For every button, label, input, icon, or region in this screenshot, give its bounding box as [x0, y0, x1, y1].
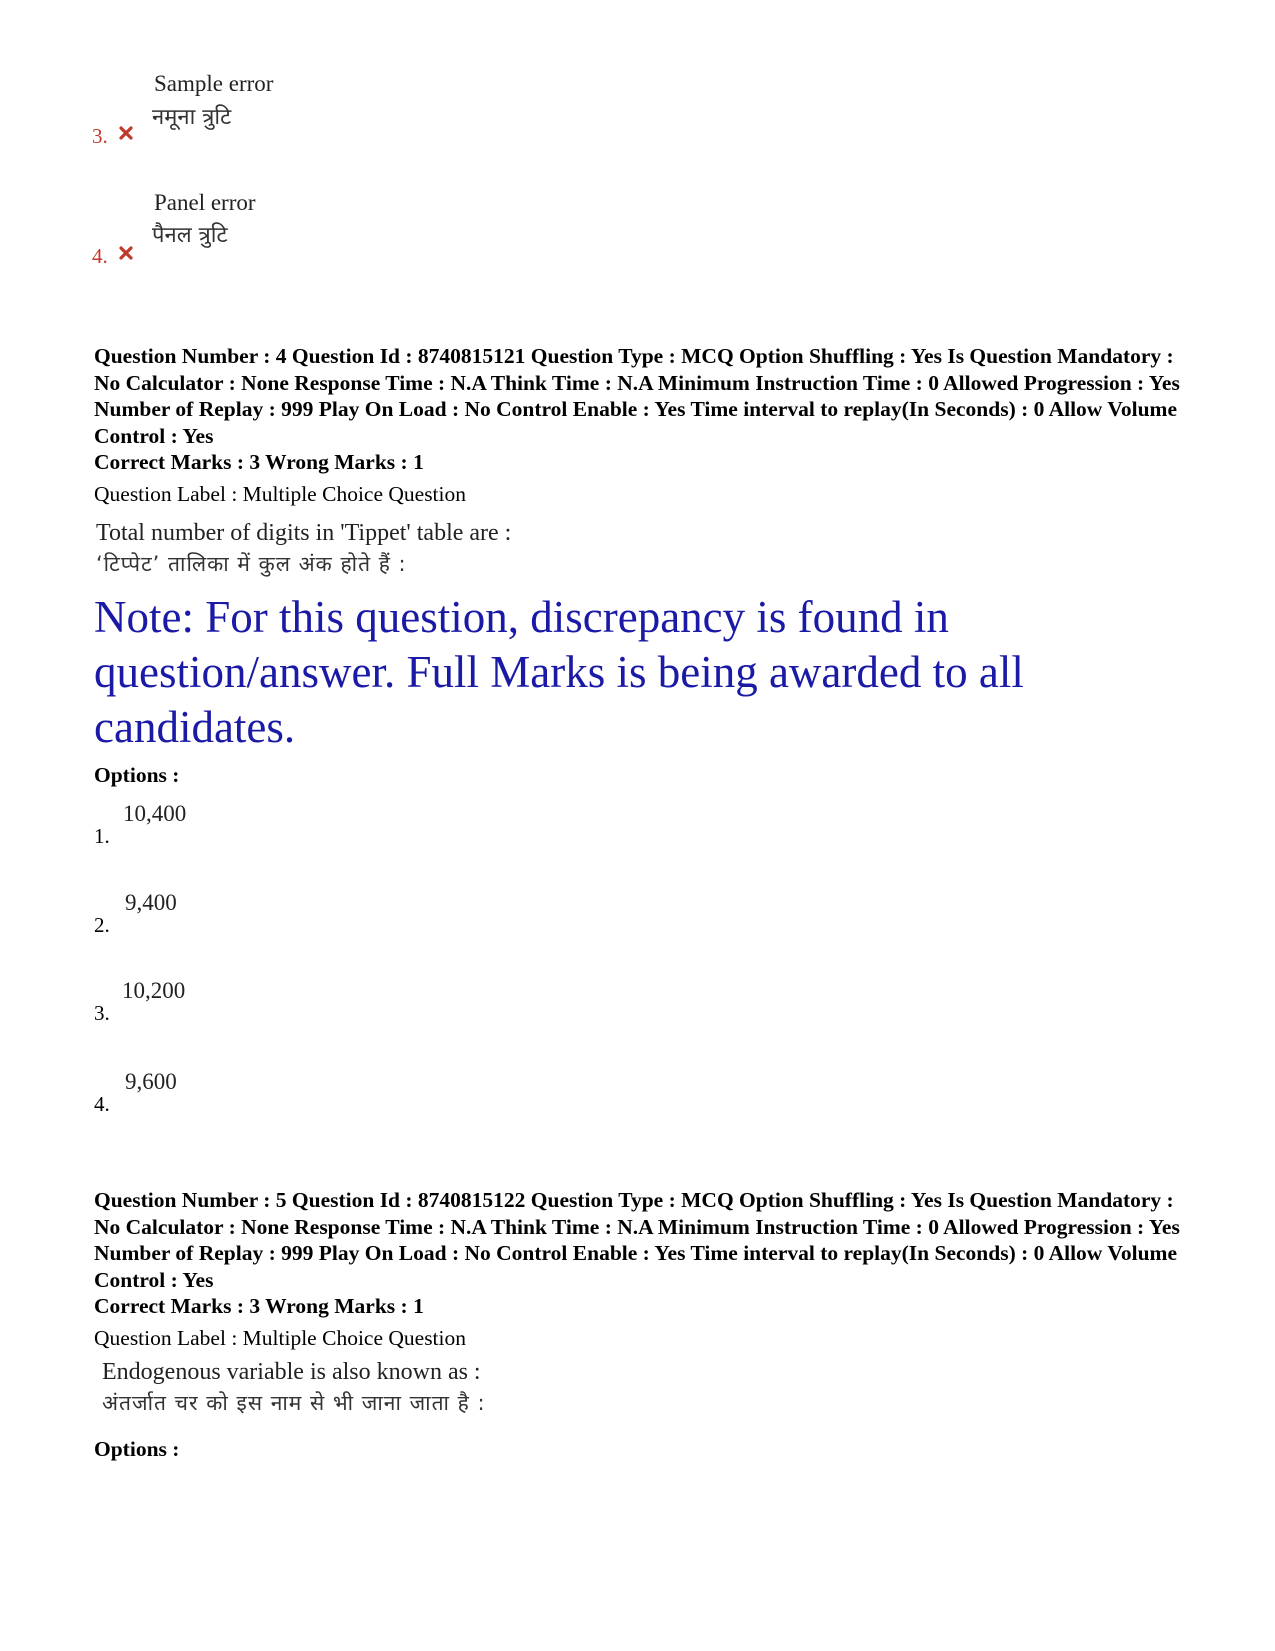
option-text-hi: पैनल त्रुटि	[152, 223, 228, 248]
question-marks: Correct Marks : 3 Wrong Marks : 1	[94, 450, 424, 474]
options-label: Options :	[94, 763, 180, 787]
option-number: 4.	[94, 1092, 110, 1116]
question-text-en: Endogenous variable is also known as :	[102, 1359, 481, 1385]
option-number: 3.	[94, 1001, 110, 1025]
question-text-hi: अंतर्जात चर को इस नाम से भी जाना जाता है :	[102, 1391, 486, 1415]
question-label: Question Label : Multiple Choice Question	[94, 1326, 467, 1350]
option-number: 3.	[92, 124, 108, 148]
question-text-hi: ‘टिप्पेट’ तालिका में कुल अंक होते हैं :	[96, 552, 407, 576]
option-text-en: Panel error	[154, 190, 256, 215]
cross-icon	[119, 126, 133, 140]
discrepancy-note: Note: For this question, discrepancy is found in question/answer. Full Marks is being awarded to all candidates.	[94, 592, 1024, 752]
option-number: 1.	[94, 824, 110, 848]
option-value: 10,200	[122, 978, 186, 1003]
option-value: 9,600	[125, 1069, 177, 1094]
question-marks: Correct Marks : 3 Wrong Marks : 1	[94, 1294, 424, 1318]
question-text-en: Total number of digits in 'Tippet' table are :	[96, 520, 512, 546]
option-value: 10,400	[123, 801, 187, 826]
option-number: 2.	[94, 913, 110, 937]
option-value: 9,400	[125, 890, 177, 915]
question-label: Question Label : Multiple Choice Question	[94, 482, 467, 506]
question-meta: Question Number : 5 Question Id : 8740815122 Question Type : MCQ Option Shuffling : Yes Is Question Mandatory : No Calculator : None Response Time : N.A Think Time : N.A Minimum Instruction Time : 0 Allowed Progression : Yes Number of Replay : 999 Play On Load : No Control Enable : Yes Time interval to replay(In Seconds) : 0 Allow Volume Control : Yes	[94, 1188, 1180, 1292]
options-label: Options :	[94, 1437, 180, 1461]
option-number: 4.	[92, 244, 108, 268]
option-text-en: Sample error	[154, 71, 274, 96]
option-text-hi: नमूना त्रुटि	[152, 105, 232, 130]
cross-icon	[119, 246, 133, 260]
question-meta: Question Number : 4 Question Id : 8740815121 Question Type : MCQ Option Shuffling : Yes Is Question Mandatory : No Calculator : None Response Time : N.A Think Time : N.A Minimum Instruction Time : 0 Allowed Progression : Yes Number of Replay : 999 Play On Load : No Control Enable : Yes Time interval to replay(In Seconds) : 0 Allow Volume Control : Yes	[94, 344, 1180, 448]
